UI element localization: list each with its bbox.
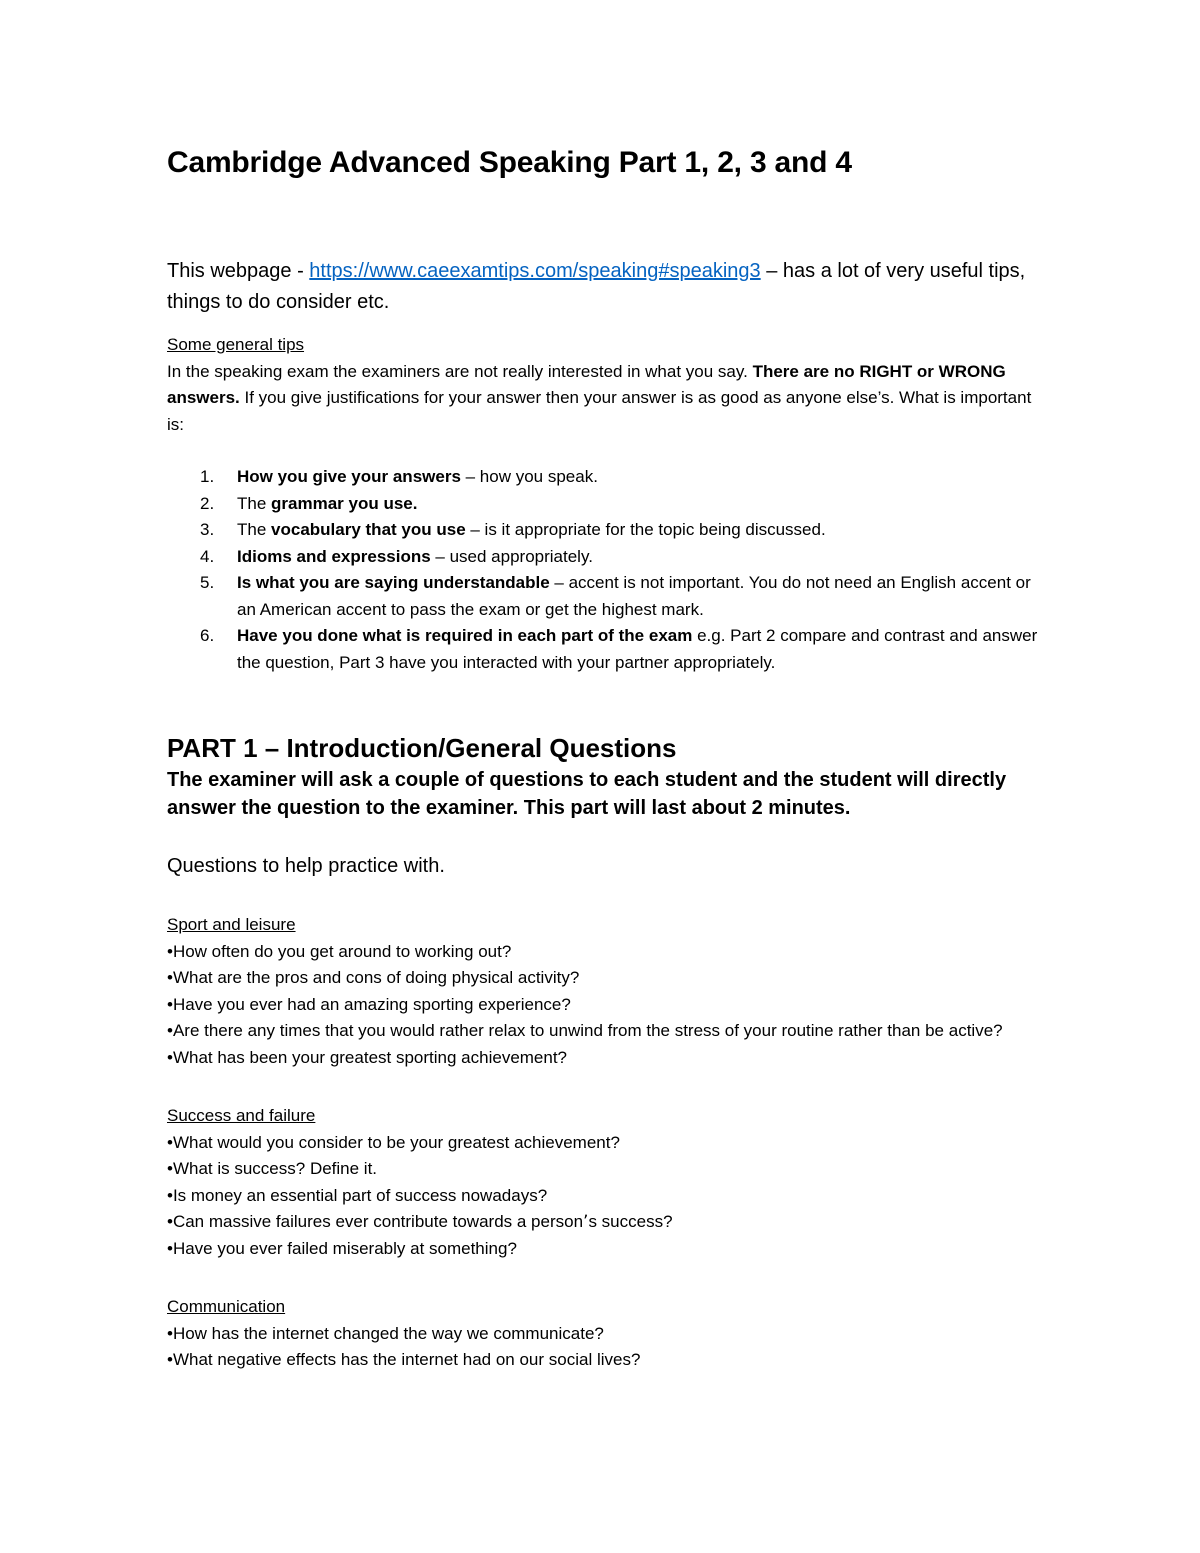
tip-bold: grammar you use. <box>271 493 418 513</box>
intro-prefix: This webpage - <box>167 260 310 282</box>
tip-rest: e.g. Part 2 compare and contrast and answer the question, Part 3 have you interacted with your partner appropriately. <box>237 626 1038 672</box>
tip-rest: – accent is not important. You do not need an English accent or an American accent to pass the exam or get the highest mark. <box>237 573 1031 619</box>
topic-title: Communication <box>167 1297 286 1316</box>
topic-title: Success and failure <box>167 1106 316 1125</box>
part1-heading: PART 1 – Introduction/General Questions <box>167 733 677 763</box>
tips-text-1: In the speaking exam the examiners are not really interested in what you say. <box>167 361 753 381</box>
tip-list-item <box>167 623 1047 676</box>
tips-numbered-list <box>167 464 1047 676</box>
question-item: • What are the pros and cons of doing physical activity? <box>167 965 1047 992</box>
webpage-link[interactable]: https://www.caeexamtips.com/speaking#speaking3 <box>309 260 761 282</box>
document-title: Cambridge Advanced Speaking Part 1, 2, 3 and 4 <box>167 146 852 179</box>
practice-intro: Questions to help practice with. <box>167 855 445 877</box>
document-page <box>167 140 1047 1374</box>
question-item: • What negative effects has the internet had on our social lives? <box>167 1347 1047 1374</box>
general-tips-paragraph <box>167 359 1047 439</box>
part1-description <box>167 766 1047 822</box>
tip-bold: Have you done what is required in each part of the exam <box>237 626 693 645</box>
general-tips-heading: Some general tips <box>167 335 305 354</box>
tips-text-2: If you give justifications for your answer then your answer is as good as anyone else’s. What is important is: <box>167 388 1032 434</box>
part1-desc-end: . <box>844 797 851 819</box>
question-item: • What has been your greatest sporting achievement? <box>167 1045 1047 1072</box>
question-item: • Have you ever had an amazing sporting experience? <box>167 992 1047 1019</box>
tip-pre: The <box>237 493 272 513</box>
tip-rest: – is it appropriate for the topic being discussed. <box>465 520 826 539</box>
topic-section <box>167 912 1047 1071</box>
tip-number: 5. <box>200 573 215 592</box>
tip-bold: Idioms and expressions <box>237 546 431 566</box>
tip-list-item <box>167 517 1047 544</box>
tip-number: 1. <box>200 467 215 486</box>
topic-section <box>167 1103 1047 1262</box>
tip-rest: – how you speak. <box>460 467 598 486</box>
tip-list-item <box>167 570 1047 623</box>
general-tips-section <box>167 332 1047 438</box>
question-item: • Have you ever failed miserably at something? <box>167 1236 1047 1263</box>
tips-text-bold: There are no RIGHT or WRONG answers. <box>167 361 1006 407</box>
tip-number: 3. <box>200 520 215 539</box>
question-item: • Is money an essential part of success nowadays? <box>167 1183 1047 1210</box>
question-item: • What would you consider to be your greatest achievement? <box>167 1130 1047 1157</box>
question-item: • How often do you get around to working out? <box>167 939 1047 966</box>
intro-paragraph <box>167 256 1047 318</box>
tip-list-item <box>167 544 1047 571</box>
intro-suffix: – has a lot of very useful tips, things to do consider etc. <box>167 260 1026 313</box>
tip-list-item <box>167 491 1047 518</box>
question-item: • What is success? Define it. <box>167 1156 1047 1183</box>
part1-duration: 2 minutes <box>751 797 845 819</box>
question-item: • How has the internet changed the way we communicate? <box>167 1321 1047 1348</box>
part1-desc-text: The examiner will ask a couple of questions to each student and the student will directly answer the question to the examiner. This part will last about <box>167 769 1007 819</box>
tip-list-item <box>167 464 1047 491</box>
question-item: • Can massive failures ever contribute towards a person՚s success? <box>167 1209 1047 1236</box>
topic-title: Sport and leisure <box>167 915 296 934</box>
tip-bold: vocabulary that you use <box>271 520 466 539</box>
tip-number: 6. <box>200 626 215 645</box>
tip-rest: – used appropriately. <box>430 546 593 566</box>
tip-number: 2. <box>200 493 215 513</box>
topic-section <box>167 1294 1047 1374</box>
tip-bold: Is what you are saying understandable <box>237 573 550 592</box>
tip-number: 4. <box>200 546 215 566</box>
question-item: • Are there any times that you would rather relax to unwind from the stress of your routine rather than be active? <box>167 1018 1047 1045</box>
tip-bold: How you give your answers <box>237 467 461 486</box>
tip-pre: The <box>237 520 272 539</box>
topics-container <box>167 912 1047 1374</box>
